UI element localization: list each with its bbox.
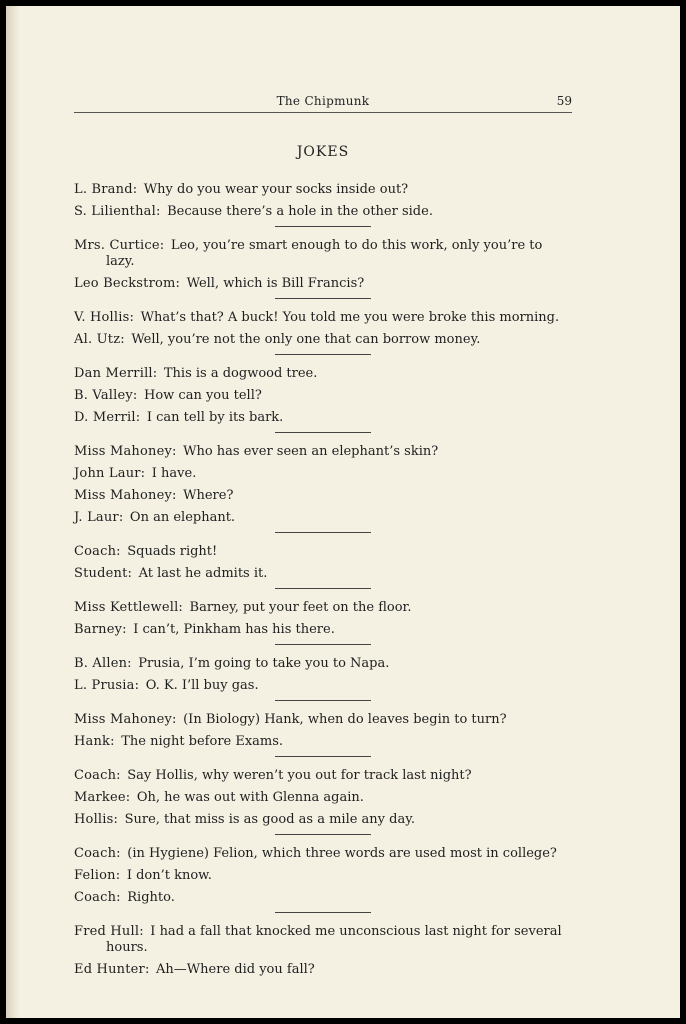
section-heading: JOKES — [296, 144, 350, 160]
speaker-name: Coach: — [74, 544, 121, 559]
dialogue-text: Where? — [183, 488, 234, 503]
dialogue-line — [74, 276, 572, 292]
dialogue-text: Squads right! — [127, 544, 218, 559]
joke-separator — [275, 588, 371, 589]
dialogue-text: (In Biology) Hank, when do leaves begin to turn? — [183, 712, 507, 727]
dialogue-line — [74, 962, 572, 978]
joke-separator — [275, 354, 371, 355]
dialogue-text: Oh, he was out with Glenna again. — [136, 790, 364, 805]
speaker-name: Miss Mahoney: — [74, 444, 177, 459]
dialogue-line — [74, 846, 572, 862]
dialogue-line — [74, 332, 572, 348]
speaker-name: Leo Beckstrom: — [74, 276, 181, 291]
speaker-name: Fred Hull: — [74, 924, 144, 939]
speaker-name: Barney: — [74, 622, 127, 637]
dialogue-line — [74, 310, 572, 326]
dialogue-line — [74, 622, 572, 638]
dialogue-text: I had a fall that knocked me unconscious last night for several hours. — [106, 924, 562, 955]
dialogue-text: Say Hollis, why weren’t you out for track last night? — [127, 768, 472, 783]
speaker-name: Hank: — [74, 734, 115, 749]
speaker-name: L. Prusia: — [74, 678, 140, 693]
speaker-name: V. Hollis: — [74, 310, 135, 325]
dialogue-line — [74, 204, 572, 220]
dialogue-line — [74, 600, 572, 616]
dialogue-line — [74, 790, 572, 806]
joke-separator — [275, 226, 371, 227]
speaker-name: D. Merril: — [74, 410, 141, 425]
dialogue-text: I can’t, Pinkham has his there. — [133, 622, 335, 637]
speaker-name: Hollis: — [74, 812, 119, 827]
dialogue-text: On an elephant. — [129, 510, 236, 525]
joke-separator — [275, 756, 371, 757]
joke-separator — [275, 912, 371, 913]
speaker-name: Ed Hunter: — [74, 962, 150, 977]
page-binding-shadow — [6, 6, 20, 1018]
speaker-name: L. Brand: — [74, 182, 138, 197]
dialogue-line — [74, 924, 572, 956]
dialogue-text: This is a dogwood tree. — [163, 366, 318, 381]
speaker-name: S. Lilienthal: — [74, 204, 161, 219]
joke-separator — [275, 700, 371, 701]
page-number: 59 — [556, 94, 572, 108]
dialogue-text: Ah—Where did you fall? — [156, 962, 315, 977]
dialogue-text: What’s that? A buck! You told me you were broke this morning. — [140, 310, 560, 325]
publication-title: The Chipmunk — [276, 94, 370, 108]
dialogue-text: Why do you wear your socks inside out? — [143, 182, 409, 197]
running-head — [74, 92, 572, 113]
speaker-name: John Laur: — [74, 466, 146, 481]
speaker-name: Coach: — [74, 890, 121, 905]
dialogue-text: Barney, put your feet on the floor. — [189, 600, 412, 615]
joke-separator — [275, 532, 371, 533]
speaker-name: Coach: — [74, 768, 121, 783]
dialogue-line — [74, 410, 572, 426]
dialogue-line — [74, 238, 572, 270]
speaker-name: Miss Mahoney: — [74, 712, 177, 727]
speaker-name: Miss Mahoney: — [74, 488, 177, 503]
dialogue-text: How can you tell? — [144, 388, 262, 403]
dialogue-line — [74, 712, 572, 728]
dialogue-text: I can tell by its bark. — [146, 410, 284, 425]
speaker-name: B. Valley: — [74, 388, 138, 403]
speaker-name: Miss Kettlewell: — [74, 600, 184, 615]
dialogue-line — [74, 734, 572, 750]
dialogue-text: Who has ever seen an elephant’s skin? — [183, 444, 439, 459]
speaker-name: Student: — [74, 566, 133, 581]
speaker-name: B. Allen: — [74, 656, 132, 671]
dialogue-line — [74, 812, 572, 828]
dialogue-text: The night before Exams. — [121, 734, 284, 749]
dialogue-line — [74, 388, 572, 404]
dialogue-line — [74, 488, 572, 504]
dialogue-line — [74, 444, 572, 460]
joke-separator — [275, 432, 371, 433]
dialogue-text: Well, you’re not the only one that can borrow money. — [131, 332, 481, 347]
jokes-list — [74, 182, 572, 984]
dialogue-line — [74, 366, 572, 382]
speaker-name: Al. Utz: — [74, 332, 125, 347]
speaker-name: J. Laur: — [74, 510, 124, 525]
dialogue-text: Leo, you’re smart enough to do this work, only you’re to lazy. — [106, 238, 543, 269]
dialogue-line — [74, 182, 572, 198]
dialogue-line — [74, 656, 572, 672]
book-page — [6, 6, 680, 1018]
dialogue-line — [74, 466, 572, 482]
dialogue-text: Because there’s a hole in the other side. — [167, 204, 433, 219]
dialogue-text: I don’t know. — [126, 868, 212, 883]
dialogue-line — [74, 768, 572, 784]
dialogue-text: Sure, that miss is as good as a mile any day. — [124, 812, 415, 827]
speaker-name: Felion: — [74, 868, 121, 883]
dialogue-line — [74, 566, 572, 582]
dialogue-line — [74, 890, 572, 906]
joke-separator — [275, 298, 371, 299]
dialogue-text: Prusia, I’m going to take you to Napa. — [138, 656, 390, 671]
dialogue-text: I have. — [151, 466, 197, 481]
dialogue-text: Well, which is Bill Francis? — [186, 276, 365, 291]
dialogue-line — [74, 868, 572, 884]
dialogue-text: (in Hygiene) Felion, which three words are used most in college? — [127, 846, 557, 861]
speaker-name: Coach: — [74, 846, 121, 861]
dialogue-line — [74, 544, 572, 560]
dialogue-text: O. K. I’ll buy gas. — [145, 678, 259, 693]
dialogue-line — [74, 510, 572, 526]
speaker-name: Dan Merrill: — [74, 366, 158, 381]
joke-separator — [275, 644, 371, 645]
speaker-name: Markee: — [74, 790, 131, 805]
dialogue-line — [74, 678, 572, 694]
dialogue-text: Righto. — [127, 890, 175, 905]
speaker-name: Mrs. Curtice: — [74, 238, 165, 253]
dialogue-text: At last he admits it. — [138, 566, 268, 581]
joke-separator — [275, 834, 371, 835]
